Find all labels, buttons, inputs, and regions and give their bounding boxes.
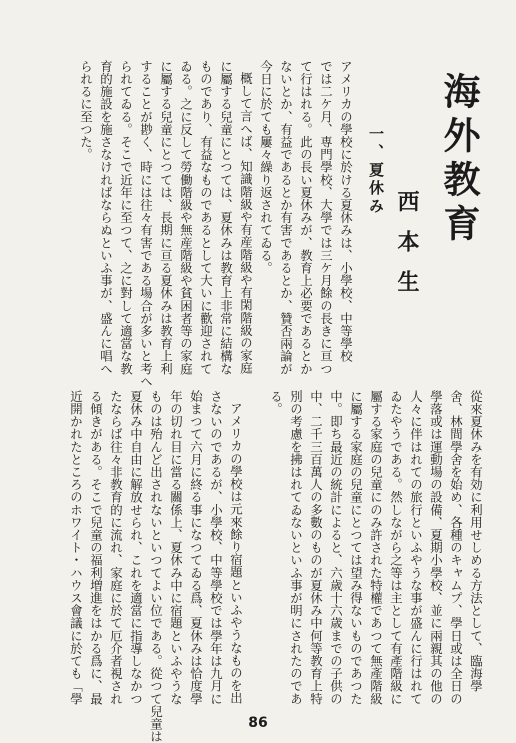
body-column: アメリカの學校に於ける夏休みは、小學校、中等學校 bbox=[338, 60, 354, 363]
body-column: 從來夏休みを有効に利用せしめる方法として、臨海學 bbox=[468, 390, 484, 693]
body-column: 中、二千三百萬人の多數のものが夏休み中何等教育上特 bbox=[308, 390, 324, 705]
body-column: 別の考慮を拂はれてゐないといふ事が明にされたのであ bbox=[288, 390, 304, 705]
body-column: 概して言へば、知識階級や有産階級や有閑階級の家庭 bbox=[238, 72, 254, 375]
section-heading: 一、夏休み bbox=[367, 126, 385, 216]
body-column: 屬する家庭の兒童にのみ許された特權であつて無產階級 bbox=[368, 390, 384, 705]
body-column: たならば往々非教育的に流れ、家庭に於て厄介者視され bbox=[108, 390, 124, 705]
body-column: る。 bbox=[268, 390, 284, 416]
body-column: に屬する兒童にとつては、長期に亘る夏休みは教育上利 bbox=[158, 60, 174, 375]
body-column: さないのであるが、小學校、中等學校では學年は九月に bbox=[208, 390, 224, 705]
body-column: 年の切れ目に當る關係上、夏休み中に宿題といふやうな bbox=[168, 390, 184, 705]
body-column: 近開かれたところのホワイト・ハウス會議に於ても「學 bbox=[68, 390, 84, 705]
body-column: 舍、林間學舍を始め、各種のキャムプ、學日或は全日の bbox=[448, 390, 464, 705]
body-column: 人々に伴はれての旅行といふやうな事が盛んに行はれて bbox=[408, 390, 424, 705]
author-name: 西本生 bbox=[394, 190, 420, 310]
article-title: 海外教育 bbox=[437, 72, 481, 248]
body-column: る傾きがある。そこで兒童の福利増進をはかる爲に、最 bbox=[88, 390, 104, 705]
body-column: では二ケ月、専門學校、大學では三ケ月餘の長きに亘つ bbox=[318, 60, 334, 375]
body-column: 中。即ち最近の統計によると、六歲十六歳までの子供の bbox=[328, 390, 344, 705]
body-column: ものであり、有益なものであるとして大いに歡迎されて bbox=[198, 60, 214, 375]
body-column: アメリカの學校は元來餘り宿題といふやうなものを出 bbox=[228, 402, 244, 705]
body-column: 始まつて六月に終る事になつてゐる爲、夏休みは恰度學 bbox=[188, 390, 204, 705]
body-column: られるに至つた。 bbox=[78, 60, 94, 161]
body-column: ゐる。之に反して勞働階級や無産階級や貧困者等の家庭 bbox=[178, 60, 194, 375]
body-column: ゐたやうである。然しながら之等は主として有產階級に bbox=[388, 390, 404, 705]
body-column: することが尠く、時には往々有害である場合が多いと考へ bbox=[138, 60, 154, 388]
body-column: に屬する兒童にとつては、夏休みは教育上非常に結構な bbox=[218, 60, 234, 375]
body-column: て行はれる。此の長い夏休みが、教育上必要であるとか bbox=[298, 60, 314, 375]
body-column: ものは殆んど出されないといつてよい位である。從つて兒童は bbox=[148, 390, 164, 743]
body-column: 夏休み中自由に解放せられ、これを適當に指導しなかつ bbox=[128, 390, 144, 705]
body-column: 學落或は運動場の設備、夏期小學校、並に兩親其の他の bbox=[428, 390, 444, 705]
body-column: 育的施設を施さなければならぬといふ事が、盛んに唱へ bbox=[98, 60, 114, 375]
body-column: ないとか、有益であるとか有害であるとか、贊否兩論が bbox=[278, 60, 294, 375]
page-number: 86 bbox=[248, 715, 268, 731]
body-column: られてゐる。そこで近年に至つて、之に對して適當な教 bbox=[118, 60, 134, 375]
body-column: に屬する家庭の兒童にとつては望み得ないものであつた bbox=[348, 390, 364, 705]
body-column: 今日に於ても屢々繰り返されてゐる。 bbox=[258, 60, 274, 275]
